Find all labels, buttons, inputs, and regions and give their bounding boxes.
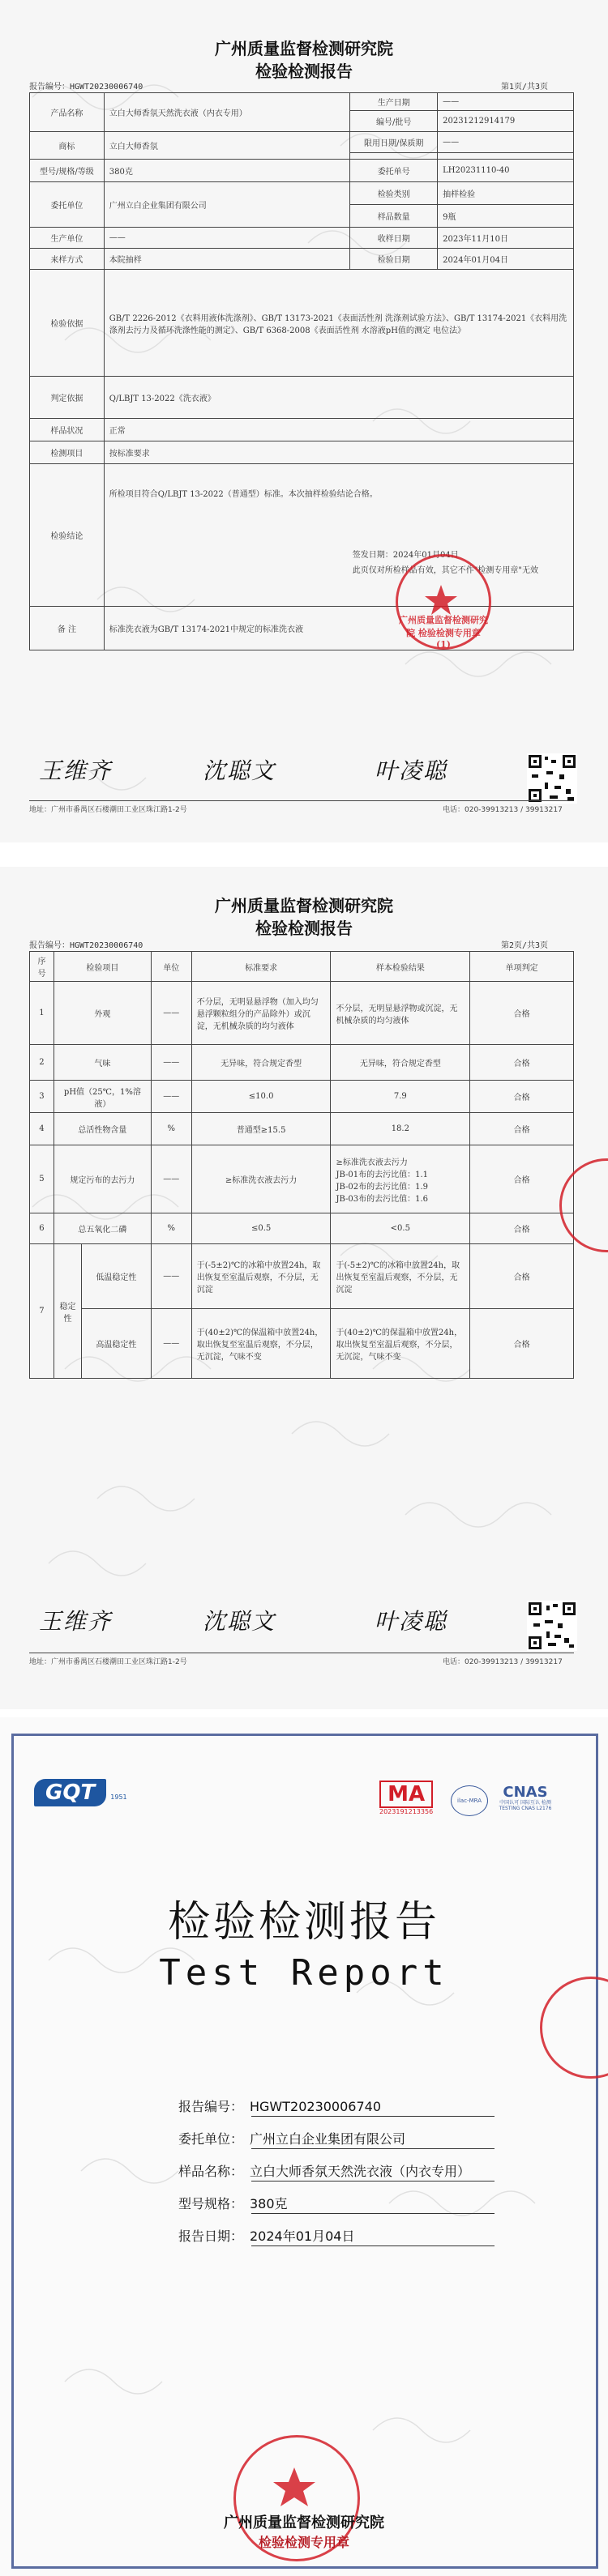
report-page-2: [0, 867, 608, 1709]
gqt-logo-text: GQT: [34, 1779, 106, 1806]
signature-tester: 叶凌聪: [375, 1608, 448, 1635]
batch-value: 20231212914179: [438, 111, 574, 132]
gqt-logo: [34, 1779, 127, 1806]
col-unit: 单位: [151, 952, 191, 982]
cnas-logo-text: CNAS: [503, 1784, 548, 1801]
test-results-table: [29, 951, 574, 1379]
cover-seal-label: 检验检测专用章: [258, 2535, 349, 2550]
table-row: 2 气味 —— 无异味，符合规定香型 无异味，符合规定香型 合格: [30, 1045, 574, 1081]
report-cover: [0, 1717, 608, 2576]
signature-tester: 叶凌聪: [375, 757, 448, 784]
period-label: 限用日期/保质期: [350, 132, 438, 153]
conclusion-label: 检验结论: [30, 464, 105, 607]
task-value: LH20231110-40: [438, 160, 574, 182]
task-label: 委托单号: [350, 160, 438, 182]
judge-label: 判定依据: [30, 377, 105, 419]
footer-divider: [29, 800, 574, 801]
gqt-logo-year: 1951: [110, 1793, 127, 1801]
brand-label: 商标: [30, 132, 105, 160]
basis-label: 检验依据: [30, 270, 105, 377]
table-row: 高温稳定性 —— 于(40±2)℃的保温箱中放置24h，取出恢复至室温后观察，不分层，无沉淀，气味不变 于(40±2)℃的保温箱中放置24h，取出恢复至室温后观察，不分层，无沉淀，气味不变 合格: [30, 1309, 574, 1379]
qty-label: 样品数量: [350, 205, 438, 228]
cma-logo-text: MA: [379, 1781, 433, 1808]
table-row: 1 外观 —— 不分层，无明显悬浮物（加入均匀悬浮颗粒组分的产品除外）或沉淀，无机械杂质的均匀液体 不分层，无明显悬浮物或沉淀，无机械杂质的均匀液体 合格: [30, 982, 574, 1045]
remark-label: 备 注: [30, 607, 105, 650]
cnas-mark: [493, 1784, 558, 1811]
report-number: 报告编号：HGWT20230006740: [29, 941, 143, 950]
table-row: 5 规定污布的去污力 —— ≥标准洗衣液去污力 ≥标准洗衣液去污力 JB-01布的去污比值：1.1 JB-02布的去污比值：1.9 JB-03布的去污比值：1.6 合格: [30, 1145, 574, 1213]
type-value: 抽样检验: [438, 182, 574, 205]
product-name-value: 立白大师香氛天然洗衣液（内衣专用）: [104, 93, 349, 132]
client-label: 委托单位: [30, 182, 105, 228]
report-info-table: [29, 92, 574, 650]
qr-code-icon: [527, 1601, 577, 1651]
report-page-1: [0, 0, 608, 842]
basis-value: GB/T 2226-2012《衣料用液体洗涤剂》、GB/T 13173-2021《表面活性剂 洗涤剂试验方法》、GB/T 13174-2021《衣料用洗涤剂去污力及循环洗涤性能的测定》、GB/T 6368-2008《表面活性剂 水溶液pH值的测定 电位法》: [104, 270, 573, 377]
page-number: 第1页/共3页: [501, 83, 549, 92]
model-label: 型号/规格/等级: [30, 160, 105, 182]
signature-approver: 王维齐: [39, 1608, 113, 1635]
footer-address: 地址：广州市番禺区石楼潮田工业区珠江路1-2号: [29, 806, 187, 814]
ilac-logo: ilac-MRA: [451, 1785, 488, 1816]
institute-title: 广州质量监督检测研究院: [215, 896, 393, 915]
table-row: 6 总五氧化二磷 % ≤0.5 <0.5 合格: [30, 1213, 574, 1244]
client-value: 广州立白企业集团有限公司: [104, 182, 349, 228]
table-row: 7 稳定性 低温稳定性 —— 于(-5±2)℃的冰箱中放置24h，取出恢复至室温后观察，不分层，无沉淀 于(-5±2)℃的冰箱中放置24h，取出恢复至室温后观察，不分层，无沉淀 合格: [30, 1244, 574, 1309]
col-requirement: 标准要求: [191, 952, 331, 982]
item-label: 检测项目: [30, 441, 105, 464]
footer-address: 地址：广州市番禺区石楼潮田工业区珠江路1-2号: [29, 1658, 187, 1666]
produce-date-label: 生产日期: [350, 93, 438, 111]
type-label: 检验类别: [350, 182, 438, 205]
col-judgement: 单项判定: [470, 952, 574, 982]
remark-value: 标准洗衣液为GB/T 13174-2021中规定的标准洗衣液: [104, 607, 573, 650]
footer-phone: 电话：020-39913213 / 39913217: [443, 806, 563, 814]
model-value: 380克: [104, 160, 349, 182]
signature-approver: 王维齐: [39, 757, 113, 784]
test-date-label: 检验日期: [350, 249, 438, 270]
cover-title-cn: 检验检测报告: [167, 1898, 440, 1947]
stability-group-label: 稳定性: [54, 1244, 81, 1379]
seal-text: 广州质量监督检测研究院 检验检测专用章 (1): [399, 614, 488, 650]
table-row: 3 pH值（25℃，1%溶液） —— ≤10.0 7.9 合格: [30, 1081, 574, 1113]
state-value: 正常: [104, 419, 573, 441]
page-number: 第2页/共3页: [501, 941, 549, 950]
recv-value: 2023年11月10日: [438, 228, 574, 249]
qr-code-icon: [527, 753, 577, 804]
brand-value: 立白大师香氛: [104, 132, 349, 160]
conclusion-sign-date: 签发日期：2024年01月04日: [352, 551, 459, 560]
footer-phone: 电话：020-39913213 / 39913217: [443, 1658, 563, 1666]
col-result: 样本检验结果: [331, 952, 470, 982]
report-title: 检验检测报告: [255, 919, 353, 938]
cnas-sub: 中国认可 国际互认 检测 TESTING CNAS L2176: [499, 1800, 552, 1811]
cover-field-report-no: 报告编号： HGWT20230006740: [162, 2096, 381, 2115]
state-label: 样品状况: [30, 419, 105, 441]
cover-institute-name: 广州质量监督检测研究院: [224, 2514, 384, 2531]
produce-date-value: ——: [438, 93, 574, 111]
item-value: 按标准要求: [104, 441, 573, 464]
signature-reviewer: 沈聪文: [203, 757, 276, 784]
conclusion-cell: [104, 464, 573, 607]
sample-method-value: 本院抽样: [104, 249, 349, 270]
conclusion-note: 此页仅对所检样品有效，其它不作"检测专用章"无效: [352, 566, 538, 575]
col-no: 序号: [30, 952, 54, 982]
sample-method-label: 来样方式: [30, 249, 105, 270]
maker-label: 生产单位: [30, 228, 105, 249]
institute-title: 广州质量监督检测研究院: [215, 39, 393, 58]
col-item: 检验项目: [54, 952, 151, 982]
conclusion-value: 所检项目符合Q/LBJT 13-2022（普通型）标准。本次抽样检验结论合格。: [109, 490, 378, 499]
judge-value: Q/LBJT 13-2022《洗衣液》: [104, 377, 573, 419]
cover-field-sample: 样品名称： 立白大师香氛天然洗衣液（内衣专用）: [162, 2161, 470, 2180]
product-name-label: 产品名称: [30, 93, 105, 132]
signature-reviewer: 沈聪文: [203, 1608, 276, 1635]
cover-field-date: 报告日期： 2024年01月04日: [162, 2226, 354, 2245]
report-number: 报告编号：HGWT20230006740: [29, 83, 143, 92]
batch-label: 编号/批号: [350, 111, 438, 132]
recv-label: 收样日期: [350, 228, 438, 249]
cover-field-model: 型号规格： 380克: [162, 2194, 288, 2212]
qty-value: 9瓶: [438, 205, 574, 228]
test-date-value: 2024年01月04日: [438, 249, 574, 270]
inspection-seal: [396, 554, 491, 650]
report-title: 检验检测报告: [255, 62, 353, 81]
cover-title-en: Test Report: [159, 1952, 449, 1994]
cma-mark: [379, 1781, 433, 1815]
table-row: 4 总活性物含量 % 普通型≥15.5 18.2 合格: [30, 1113, 574, 1145]
cma-number: 2023191213356: [379, 1808, 434, 1815]
maker-value: ——: [104, 228, 349, 249]
cover-field-client: 委托单位： 广州立白企业集团有限公司: [162, 2129, 405, 2147]
period-value: ——: [438, 132, 574, 153]
